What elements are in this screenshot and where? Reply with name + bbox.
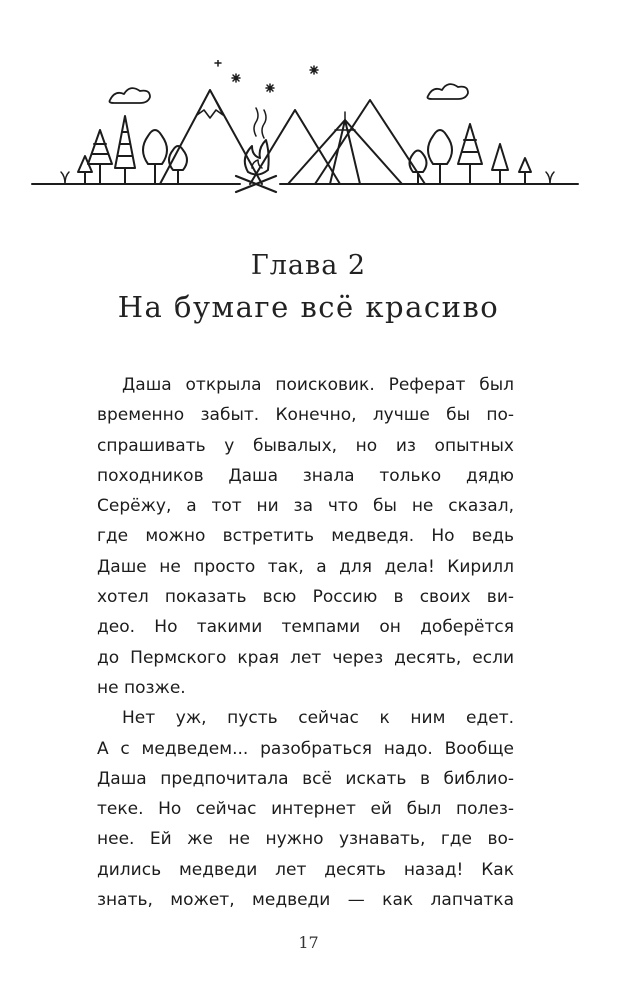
text-line: Серёжу, а тот ни за что бы не сказал,	[97, 496, 514, 517]
text-line: теке. Но сейчас интернет ей был полез-	[97, 799, 514, 820]
paragraph-1	[97, 370, 514, 703]
text-line: спрашивать у бывалых, но из опытных	[97, 435, 514, 456]
text-line: Даша предпочитала всё искать в библио-	[97, 768, 514, 789]
chapter-number: Глава 2	[250, 250, 367, 281]
text-line: део. Но такими темпами он доберётся	[97, 617, 514, 638]
text-line: до Пермского края лет через десять, если	[97, 647, 514, 668]
text-line: нее. Ей же не нужно узнавать, где во-	[97, 829, 514, 850]
text-line: хотел показать всю Россию в своих ви-	[97, 587, 514, 608]
text-line: где можно встретить медведя. Но ведь	[97, 526, 514, 547]
text-line: не позже.	[97, 677, 186, 698]
text-line: Даше не просто так, а для дела! Кирилл	[97, 556, 514, 577]
text-line: временно забыт. Конечно, лучше бы по-	[97, 405, 514, 426]
text-line: знать, может, медведи — как лапчатка	[97, 890, 514, 911]
text-line: дились медведи лет десять назад! Как	[97, 859, 514, 880]
paragraph-2	[97, 703, 514, 915]
text-line: Нет уж, пусть сейчас к ним едет.	[122, 708, 514, 729]
text-line: А с медведем... разобраться надо. Вообще	[97, 738, 514, 759]
text-line: походников Даша знала только дядю	[97, 465, 514, 486]
camp-illustration-icon	[30, 60, 580, 210]
page-number: 17	[298, 933, 319, 952]
text-line: Даша открыла поисковик. Реферат был	[122, 375, 514, 395]
body-text	[97, 370, 514, 915]
chapter-title: На бумаге всё красиво	[117, 290, 500, 324]
